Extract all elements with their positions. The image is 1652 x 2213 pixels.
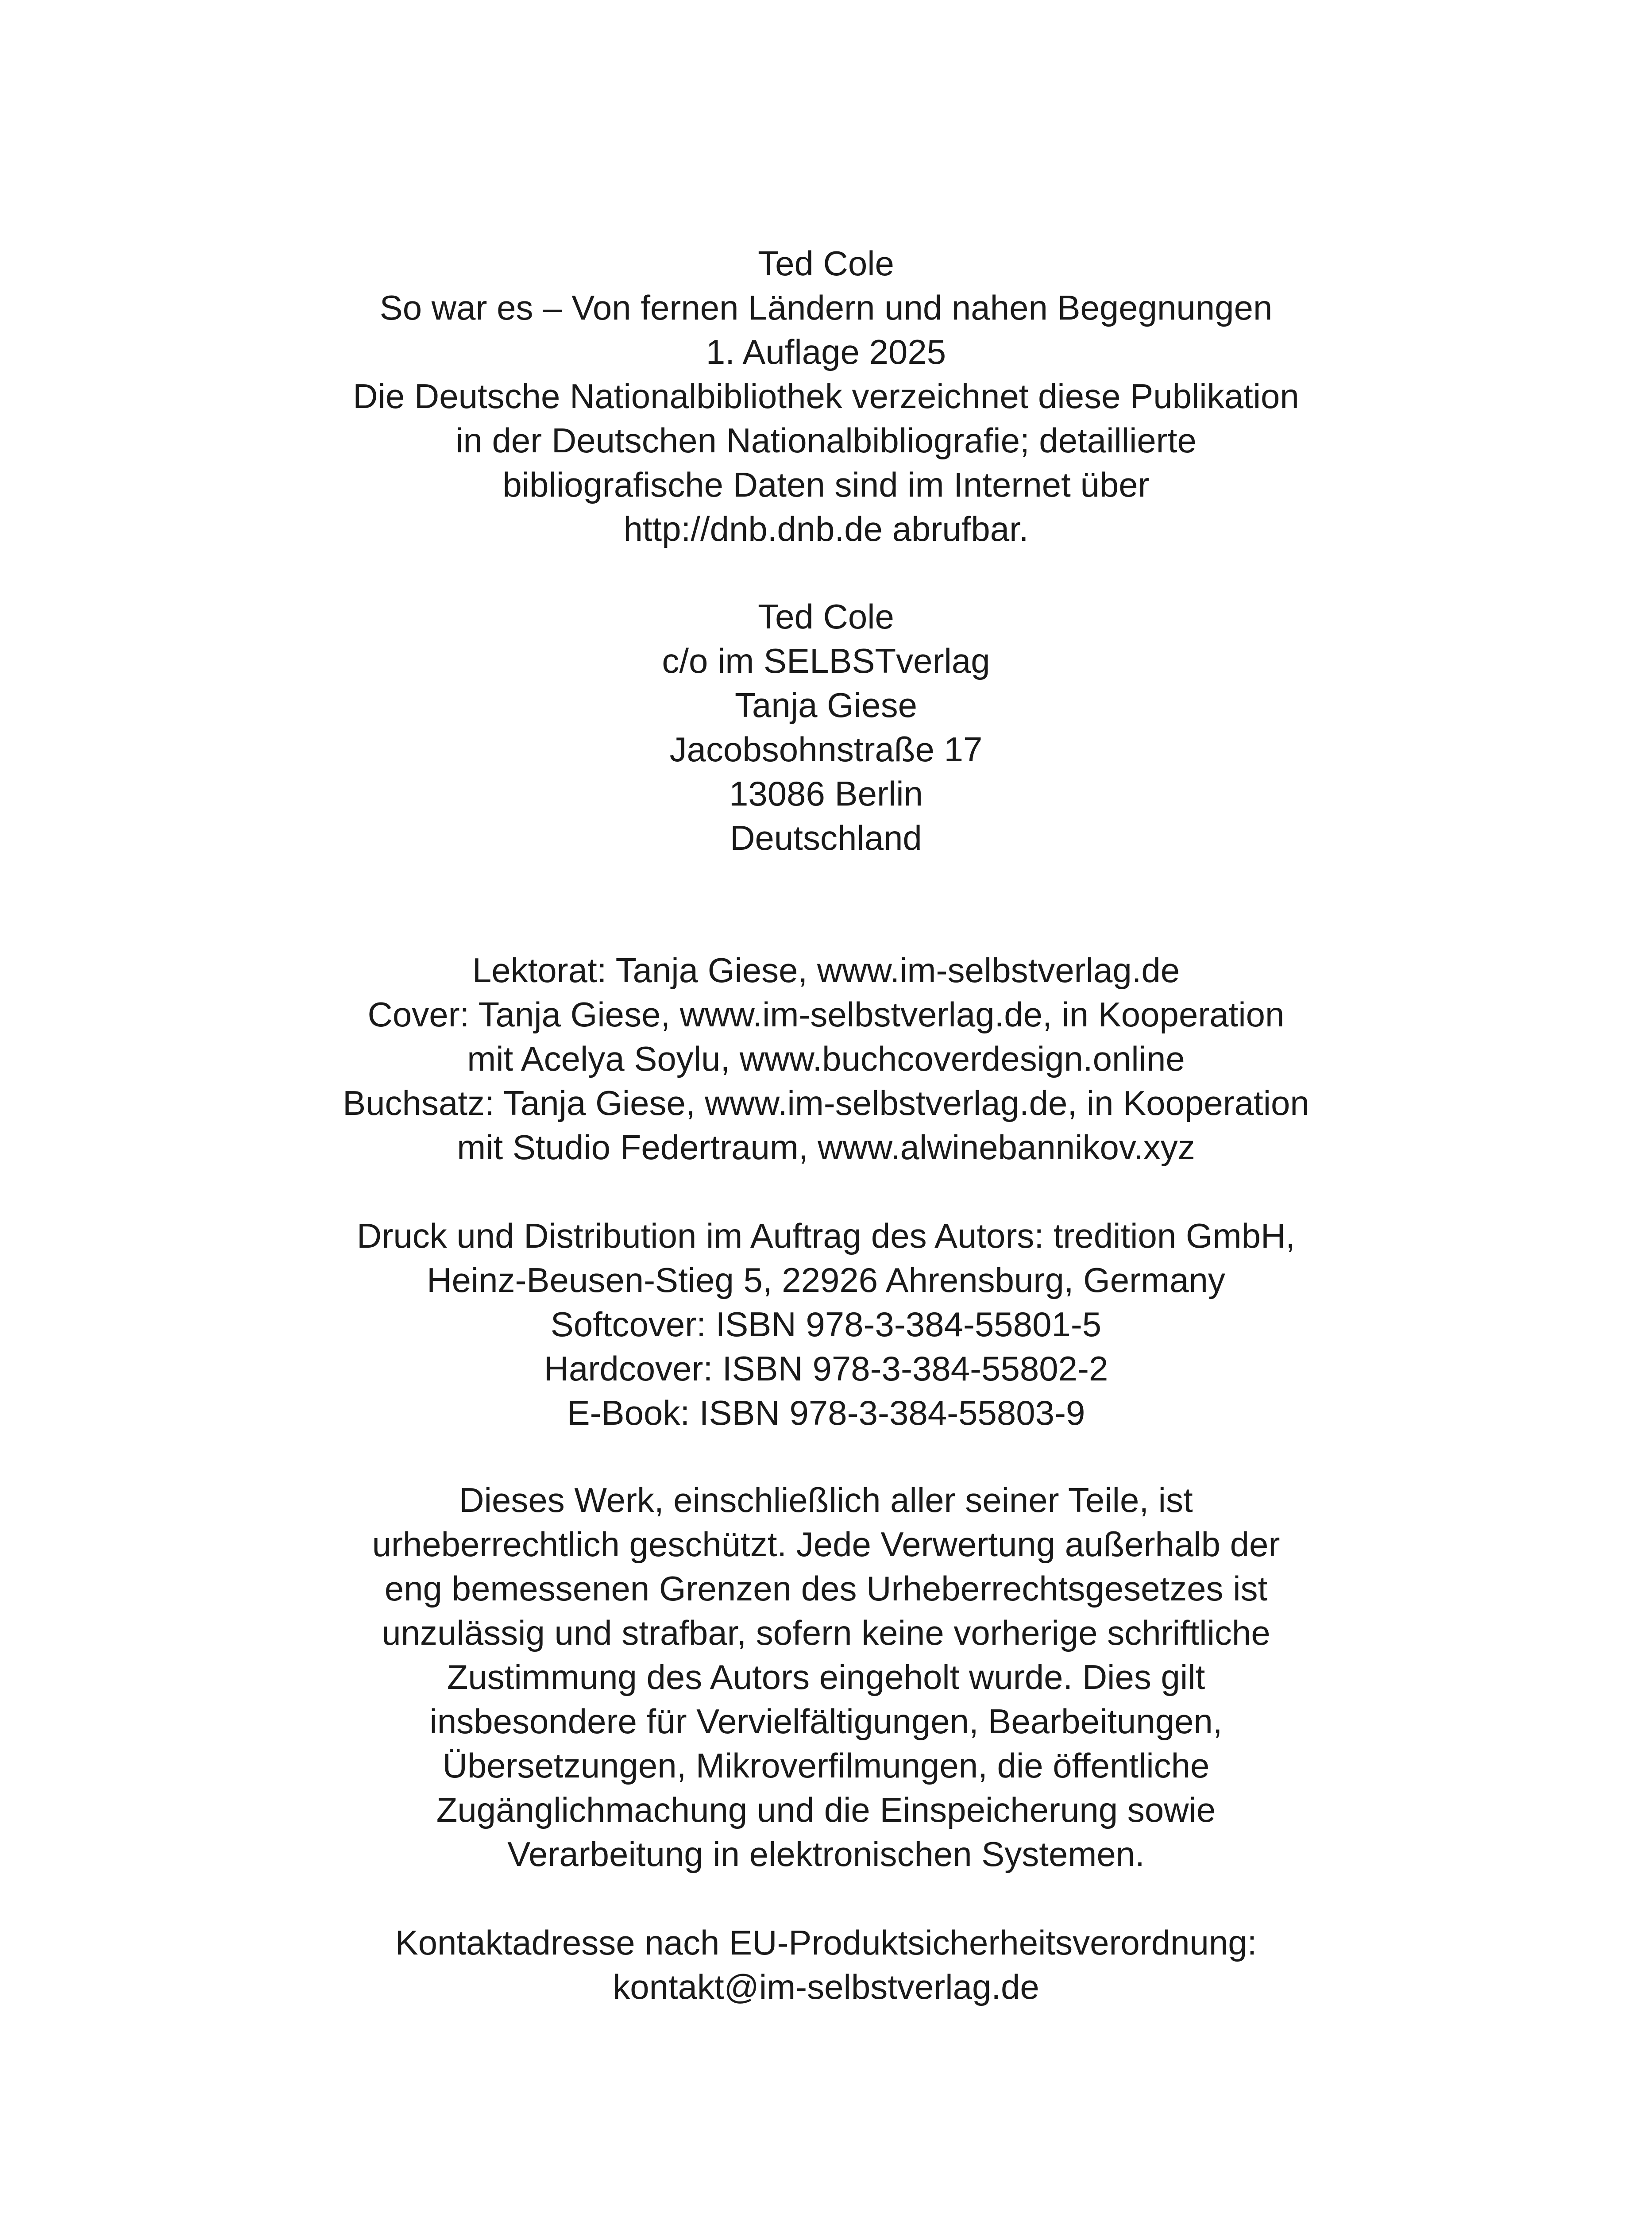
dnb-notice-line: http://dnb.dnb.de abrufbar. (623, 509, 1029, 548)
contact-email: kontakt@im-selbstverlag.de (613, 1967, 1039, 2006)
copyright-line: insbesondere für Vervielfältigungen, Bearbeitungen, (429, 1702, 1223, 1741)
copyright-line: Zustimmung des Autors eingeholt wurde. Dies gilt (447, 1658, 1205, 1696)
dnb-notice-line: Die Deutsche Nationalbibliothek verzeichnet diese Publikation (353, 377, 1299, 416)
copyright-line: eng bemessenen Grenzen des Urheberrechtsgesetzes ist (384, 1569, 1268, 1608)
author-name: Ted Cole (758, 244, 894, 283)
copyright-line: Verarbeitung in elektronischen Systemen. (507, 1835, 1145, 1874)
copyright-line: unzulässig und strafbar, sofern keine vorherige schriftliche (382, 1613, 1270, 1652)
isbn-ebook: E-Book: ISBN 978-3-384-55803-9 (567, 1393, 1085, 1432)
print-and-isbn (0, 1214, 1652, 1435)
print-line: Druck und Distribution im Auftrag des Autors: tredition GmbH, (357, 1216, 1295, 1255)
dnb-notice-line: in der Deutschen Nationalbibliografie; detaillierte (455, 421, 1197, 460)
edition: 1. Auflage 2025 (706, 332, 946, 371)
bibliographic-info (0, 241, 1652, 551)
production-credits (0, 948, 1652, 1169)
copyright-notice (0, 1478, 1652, 1876)
credit-line: mit Acelya Soylu, www.buchcoverdesign.online (467, 1039, 1185, 1078)
book-title: So war es – Von fernen Ländern und nahen Begegnungen (379, 288, 1273, 327)
contact-label: Kontaktadresse nach EU-Produktsicherheitsverordnung: (395, 1923, 1257, 1962)
isbn-hardcover: Hardcover: ISBN 978-3-384-55802-2 (544, 1349, 1108, 1388)
copyright-line: Zugänglichmachung und die Einspeicherung sowie (436, 1790, 1216, 1829)
address-line: c/o im SELBSTverlag (662, 641, 990, 680)
address-line: Jacobsohnstraße 17 (669, 730, 983, 769)
credit-line: Buchsatz: Tanja Giese, www.im-selbstverlag.de, in Kooperation (343, 1083, 1309, 1122)
credit-line: Lektorat: Tanja Giese, www.im-selbstverlag.de (472, 951, 1180, 990)
copyright-line: urheberrechtlich geschützt. Jede Verwertung außerhalb der (372, 1525, 1280, 1564)
publisher-address (0, 594, 1652, 860)
copyright-line: Übersetzungen, Mikroverfilmungen, die öffentliche (442, 1746, 1210, 1785)
print-line: Heinz-Beusen-Stieg 5, 22926 Ahrensburg, Germany (427, 1261, 1225, 1299)
credit-line: Cover: Tanja Giese, www.im-selbstverlag.de, in Kooperation (367, 995, 1285, 1034)
isbn-softcover: Softcover: ISBN 978-3-384-55801-5 (550, 1305, 1102, 1344)
copyright-line: Dieses Werk, einschließlich aller seiner Teile, ist (459, 1480, 1193, 1519)
address-line: Ted Cole (758, 597, 894, 636)
address-line: Tanja Giese (735, 686, 917, 725)
address-line: 13086 Berlin (729, 774, 923, 813)
credit-line: mit Studio Federtraum, www.alwinebannikov.xyz (457, 1128, 1195, 1167)
address-line: Deutschland (730, 818, 922, 857)
contact-info (0, 1920, 1652, 2009)
dnb-notice-line: bibliografische Daten sind im Internet über (502, 465, 1150, 504)
